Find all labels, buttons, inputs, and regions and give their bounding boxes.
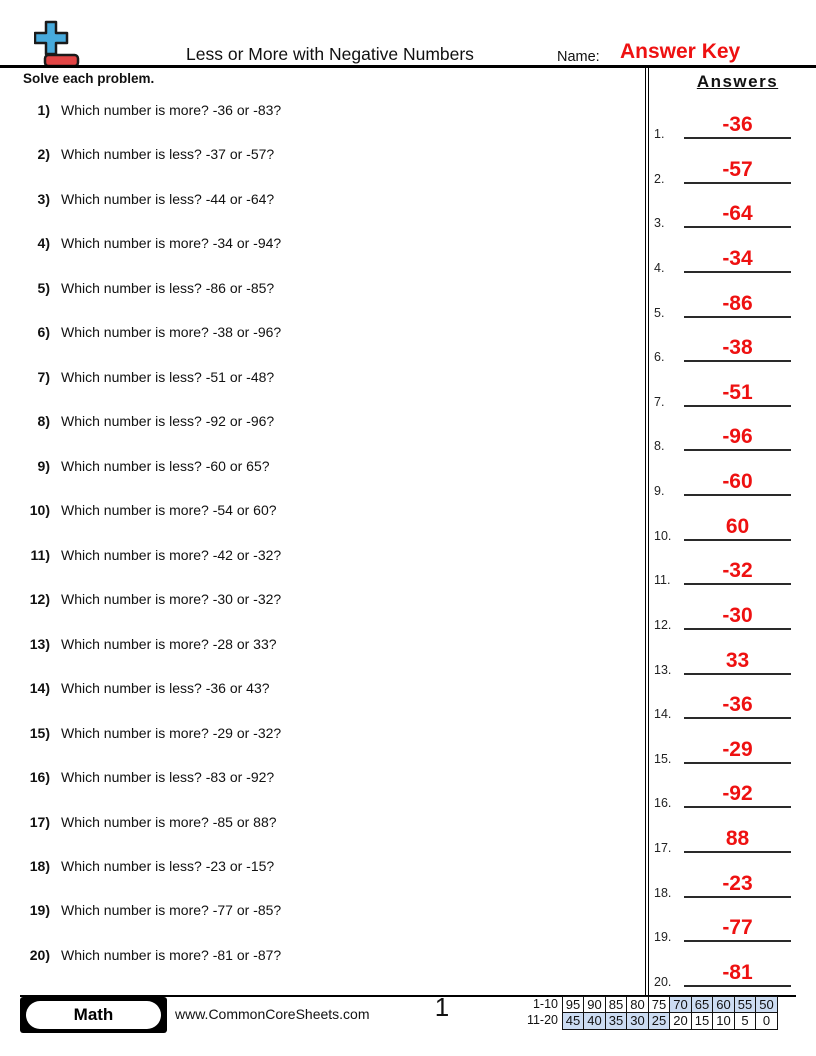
- problem-number: 6): [37, 324, 50, 341]
- score-cell: 30: [626, 1012, 649, 1030]
- answer-blank-line: [684, 137, 791, 139]
- score-cell: 20: [669, 1012, 692, 1030]
- answer-value: -64: [722, 202, 753, 226]
- problem-row: [22, 191, 632, 211]
- answer-row: [652, 509, 794, 541]
- answer-number: 13.: [654, 662, 672, 677]
- problem-number: 19): [29, 902, 50, 919]
- problem-row: [22, 769, 632, 789]
- problem-row: [22, 902, 632, 922]
- problem-text: Which number is more? -77 or -85?: [61, 902, 282, 919]
- problem-row: [22, 280, 632, 300]
- problem-text: Which number is more? -34 or -94?: [61, 235, 282, 252]
- answer-number: 3.: [654, 216, 665, 231]
- problem-text: Which number is less? -83 or -92?: [61, 769, 275, 786]
- answer-blank-line: [684, 449, 791, 451]
- brand-label: Math: [26, 1001, 161, 1029]
- website-url: www.CommonCoreSheets.com: [175, 1006, 370, 1022]
- problem-text: Which number is less? -86 or -85?: [61, 279, 275, 296]
- problem-number: 16): [29, 769, 50, 786]
- answer-row: [652, 464, 794, 499]
- problem-text: Which number is less? -44 or -64?: [61, 190, 275, 207]
- problem-text: Which number is more? -81 or -87?: [61, 946, 282, 963]
- problem-number: 12): [29, 591, 50, 608]
- score-cell: 15: [691, 1012, 714, 1030]
- problem-row: [22, 591, 632, 611]
- answer-value: -60: [722, 470, 753, 494]
- problem-text: Which number is more? -54 or 60?: [61, 502, 277, 519]
- answer-blank-line: [684, 182, 791, 184]
- answer-value: 33: [725, 648, 750, 672]
- answer-value: -77: [722, 916, 753, 940]
- answer-row: [652, 330, 794, 365]
- score-cell: 65: [691, 996, 714, 1014]
- problem-row: [22, 458, 632, 478]
- plus-minus-logo-icon: [34, 20, 80, 69]
- worksheet-title: Less or More with Negative Numbers: [186, 44, 474, 64]
- answer-value: -34: [722, 246, 753, 270]
- answer-number: 17.: [654, 841, 672, 856]
- answer-value: -86: [722, 291, 753, 315]
- answer-row: [652, 776, 794, 811]
- answer-value: 60: [725, 514, 750, 538]
- answer-blank-line: [684, 717, 791, 719]
- score-cell: 60: [712, 996, 735, 1014]
- score-cell: 10: [712, 1012, 735, 1030]
- answer-blank-line: [684, 985, 791, 987]
- answer-number: 15.: [654, 751, 672, 766]
- answer-value: -29: [722, 737, 753, 761]
- answer-value: -36: [722, 113, 753, 136]
- problem-row: [22, 102, 632, 122]
- answer-number: 20.: [654, 974, 672, 989]
- answer-blank-line: [684, 539, 791, 541]
- problem-row: [22, 146, 632, 166]
- score-row-2-cells: [563, 1012, 778, 1030]
- problem-number: 5): [37, 279, 50, 296]
- score-row-1-cells: [563, 996, 778, 1014]
- problem-text: Which number is less? -60 or 65?: [61, 457, 270, 474]
- answer-value: -30: [722, 603, 753, 627]
- problem-number: 15): [29, 724, 50, 741]
- score-cell: 25: [648, 1012, 671, 1030]
- answer-row: [652, 196, 794, 231]
- score-cell: 45: [562, 1012, 585, 1030]
- problem-number: 1): [37, 102, 50, 118]
- problem-text: Which number is more? -29 or -32?: [61, 724, 282, 741]
- problem-number: 8): [37, 413, 50, 430]
- answer-blank-line: [684, 896, 791, 898]
- score-cell: 35: [605, 1012, 628, 1030]
- score-row-2: [505, 1012, 778, 1030]
- problem-row: [22, 947, 632, 967]
- problem-number: 13): [29, 635, 50, 652]
- answer-blank-line: [684, 583, 791, 585]
- answer-blank-line: [684, 940, 791, 942]
- answer-number: 12.: [654, 617, 672, 632]
- answer-row: [652, 910, 794, 945]
- answer-row: [652, 598, 794, 630]
- problem-text: Which number is more? -38 or -96?: [61, 324, 282, 341]
- answer-blank-line: [684, 494, 791, 496]
- answer-number: 10.: [654, 528, 672, 543]
- header-rule: [0, 65, 816, 68]
- answer-number: 4.: [654, 260, 665, 275]
- score-cell: 50: [755, 996, 778, 1014]
- score-cell: 0: [755, 1012, 778, 1030]
- score-cell: 5: [734, 1012, 757, 1030]
- brand-badge: [20, 997, 167, 1033]
- problem-number: 3): [37, 190, 50, 207]
- score-row-2-label: 11-20: [526, 1013, 558, 1027]
- answer-value: -32: [722, 559, 753, 583]
- instructions-text: Solve each problem.: [23, 71, 155, 86]
- answer-number: 16.: [654, 796, 672, 811]
- answer-row: [652, 107, 794, 139]
- answer-value: -92: [722, 782, 753, 806]
- problem-number: 9): [37, 457, 50, 474]
- problem-row: [22, 324, 632, 344]
- score-cell: 75: [648, 996, 671, 1014]
- score-cell: 70: [669, 996, 692, 1014]
- problem-row: [22, 235, 632, 255]
- score-cell: 95: [562, 996, 585, 1014]
- problem-row: [22, 814, 632, 834]
- problem-number: 2): [37, 146, 50, 163]
- problem-text: Which number is more? -85 or 88?: [61, 813, 277, 830]
- problem-number: 17): [29, 813, 50, 830]
- problem-number: 14): [29, 680, 50, 697]
- answer-row: [652, 286, 794, 318]
- answer-value: -23: [722, 871, 753, 895]
- problem-row: [22, 413, 632, 433]
- answer-value: -57: [722, 157, 753, 181]
- answer-number: 9.: [654, 484, 665, 499]
- problem-number: 10): [29, 502, 50, 519]
- problem-number: 7): [37, 368, 50, 385]
- problem-text: Which number is more? -28 or 33?: [61, 635, 277, 652]
- problem-row: [22, 502, 632, 522]
- answers-column-divider: [645, 68, 649, 995]
- answer-blank-line: [684, 762, 791, 764]
- name-label: Name:: [557, 49, 600, 65]
- problem-row: [22, 680, 632, 700]
- score-table: [505, 996, 778, 1030]
- problem-number: 11): [30, 546, 50, 563]
- problem-text: Which number is less? -92 or -96?: [61, 413, 275, 430]
- answer-row: [652, 241, 794, 273]
- answer-number: 14.: [654, 707, 672, 722]
- answer-value: -81: [722, 960, 753, 984]
- answer-blank-line: [684, 405, 791, 407]
- answer-number: 6.: [654, 350, 665, 365]
- answer-value: -38: [722, 336, 753, 360]
- problem-row: [22, 369, 632, 389]
- page-number: 1: [434, 992, 450, 1022]
- answer-number: 5.: [654, 305, 665, 320]
- problem-text: Which number is less? -23 or -15?: [61, 857, 275, 874]
- problem-row: [22, 858, 632, 878]
- answer-number: 18.: [654, 885, 672, 900]
- answer-number: 7.: [654, 394, 665, 409]
- problem-text: Which number is less? -37 or -57?: [61, 146, 275, 163]
- problem-text: Which number is more? -42 or -32?: [61, 546, 282, 563]
- answer-row: [652, 687, 794, 722]
- answer-number: 19.: [654, 930, 672, 945]
- answers-heading: Answers: [696, 72, 779, 91]
- answer-value: -96: [722, 425, 753, 449]
- score-row-1-label: 1-10: [532, 997, 558, 1011]
- answer-value: 88: [725, 827, 750, 851]
- score-cell: 80: [626, 996, 649, 1014]
- answer-row: [652, 375, 794, 407]
- answer-row: [652, 955, 794, 987]
- answer-number: 8.: [654, 439, 665, 454]
- answer-row: [652, 821, 794, 856]
- score-row-1: [505, 996, 778, 1014]
- problem-text: Which number is more? -36 or -83?: [61, 102, 282, 118]
- score-cell: 55: [734, 996, 757, 1014]
- answer-row: [652, 553, 794, 588]
- score-cell: 85: [605, 996, 628, 1014]
- answer-blank-line: [684, 360, 791, 362]
- answer-blank-line: [684, 226, 791, 228]
- problem-row: [22, 547, 632, 567]
- score-cell: 90: [583, 996, 606, 1014]
- answer-key-label: Answer Key: [620, 40, 741, 63]
- answer-row: [652, 866, 794, 898]
- answer-row: [652, 152, 794, 184]
- answer-blank-line: [684, 806, 791, 808]
- answer-row: [652, 419, 794, 454]
- answer-blank-line: [684, 851, 791, 853]
- answer-blank-line: [684, 271, 791, 273]
- answer-row: [652, 732, 794, 764]
- score-cell: 40: [583, 1012, 606, 1030]
- answer-number: 11.: [654, 573, 671, 588]
- answer-number: 2.: [654, 171, 665, 186]
- problem-number: 20): [29, 946, 50, 963]
- problem-row: [22, 725, 632, 745]
- answer-blank-line: [684, 673, 791, 675]
- problem-text: Which number is less? -36 or 43?: [61, 680, 270, 697]
- problem-text: Which number is less? -51 or -48?: [61, 368, 275, 385]
- answer-value: -36: [722, 693, 753, 717]
- answer-blank-line: [684, 628, 791, 630]
- answer-number: 1.: [654, 127, 665, 141]
- problem-row: [22, 636, 632, 656]
- problem-number: 18): [29, 857, 50, 874]
- answer-value: -51: [722, 380, 753, 404]
- problem-number: 4): [37, 235, 50, 252]
- answer-row: [652, 643, 794, 675]
- answer-blank-line: [684, 316, 791, 318]
- problem-text: Which number is more? -30 or -32?: [61, 591, 282, 608]
